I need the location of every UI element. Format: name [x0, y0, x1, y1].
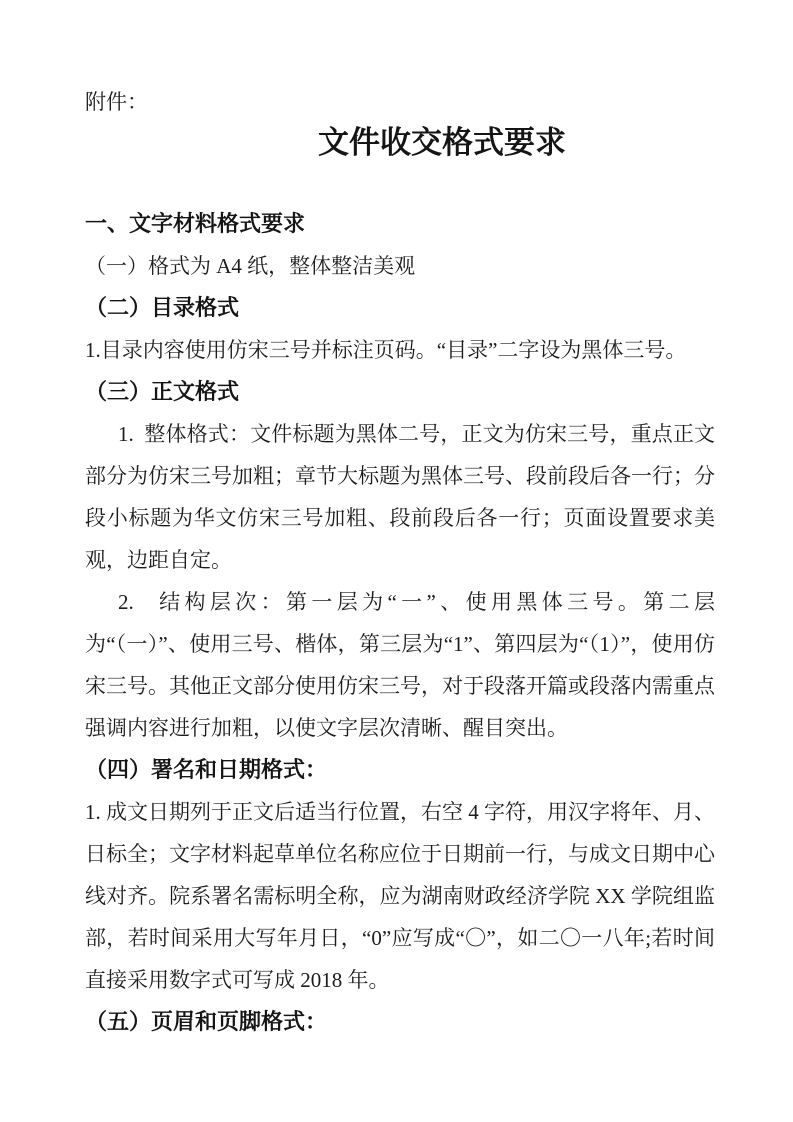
document-title: 文件收交格式要求 — [318, 125, 566, 160]
heading-header-footer-format: （五）页眉和页脚格式： — [85, 1009, 328, 1034]
heading-body-format: （三）正文格式 — [85, 379, 240, 404]
paragraph-overall-format: 1. 整体格式：文件标题为黑体二号，正文为仿宋三号，重点正文部分为仿宋三号加粗；章节大标题为黑体三号、段前段后各一行；分段小标题为华文仿宋三号加粗、段前段后各一行；页面设置要求美观，边距自定。 — [85, 422, 715, 572]
heading-toc-format: （二）目录格式 — [85, 295, 240, 320]
paragraph-toc-content: 1.目录内容使用仿宋三号并标注页码。“目录”二字设为黑体三号。 — [85, 338, 687, 362]
paragraph-structure-levels: 2. 结构层次：第一层为“一”、使用黑体三号。第二层为“（一）”、使用三号、楷体，第三层为“1”、第四层为“（1）”，使用仿宋三号。其他正文部分使用仿宋三号，对于段落开篇或段落内需重点强调内容进行加粗，以使文字层次清晰、醒目突出。 — [85, 590, 715, 740]
paragraph-signature-date: 1. 成文日期列于正文后适当行位置，右空 4 字符，用汉字将年、月、日标全；文字材料起草单位名称应位于日期前一行，与成文日期中心线对齐。院系署名需标明全称，应为湖南财政经济学院 XX 学院组监部，若时间采用大写年月日，“0”应写成“〇”，如二〇一八年;若时间直接采用数字式可写成 2018 年。 — [85, 800, 715, 992]
heading-text-material-requirements: 一、文字材料格式要求 — [85, 211, 306, 236]
attachment-label: 附件： — [85, 90, 148, 114]
paragraph-a4-format: （一）格式为 A4 纸，整体整洁美观 — [85, 254, 416, 278]
heading-signature-date-format: （四）署名和日期格式： — [85, 757, 328, 782]
